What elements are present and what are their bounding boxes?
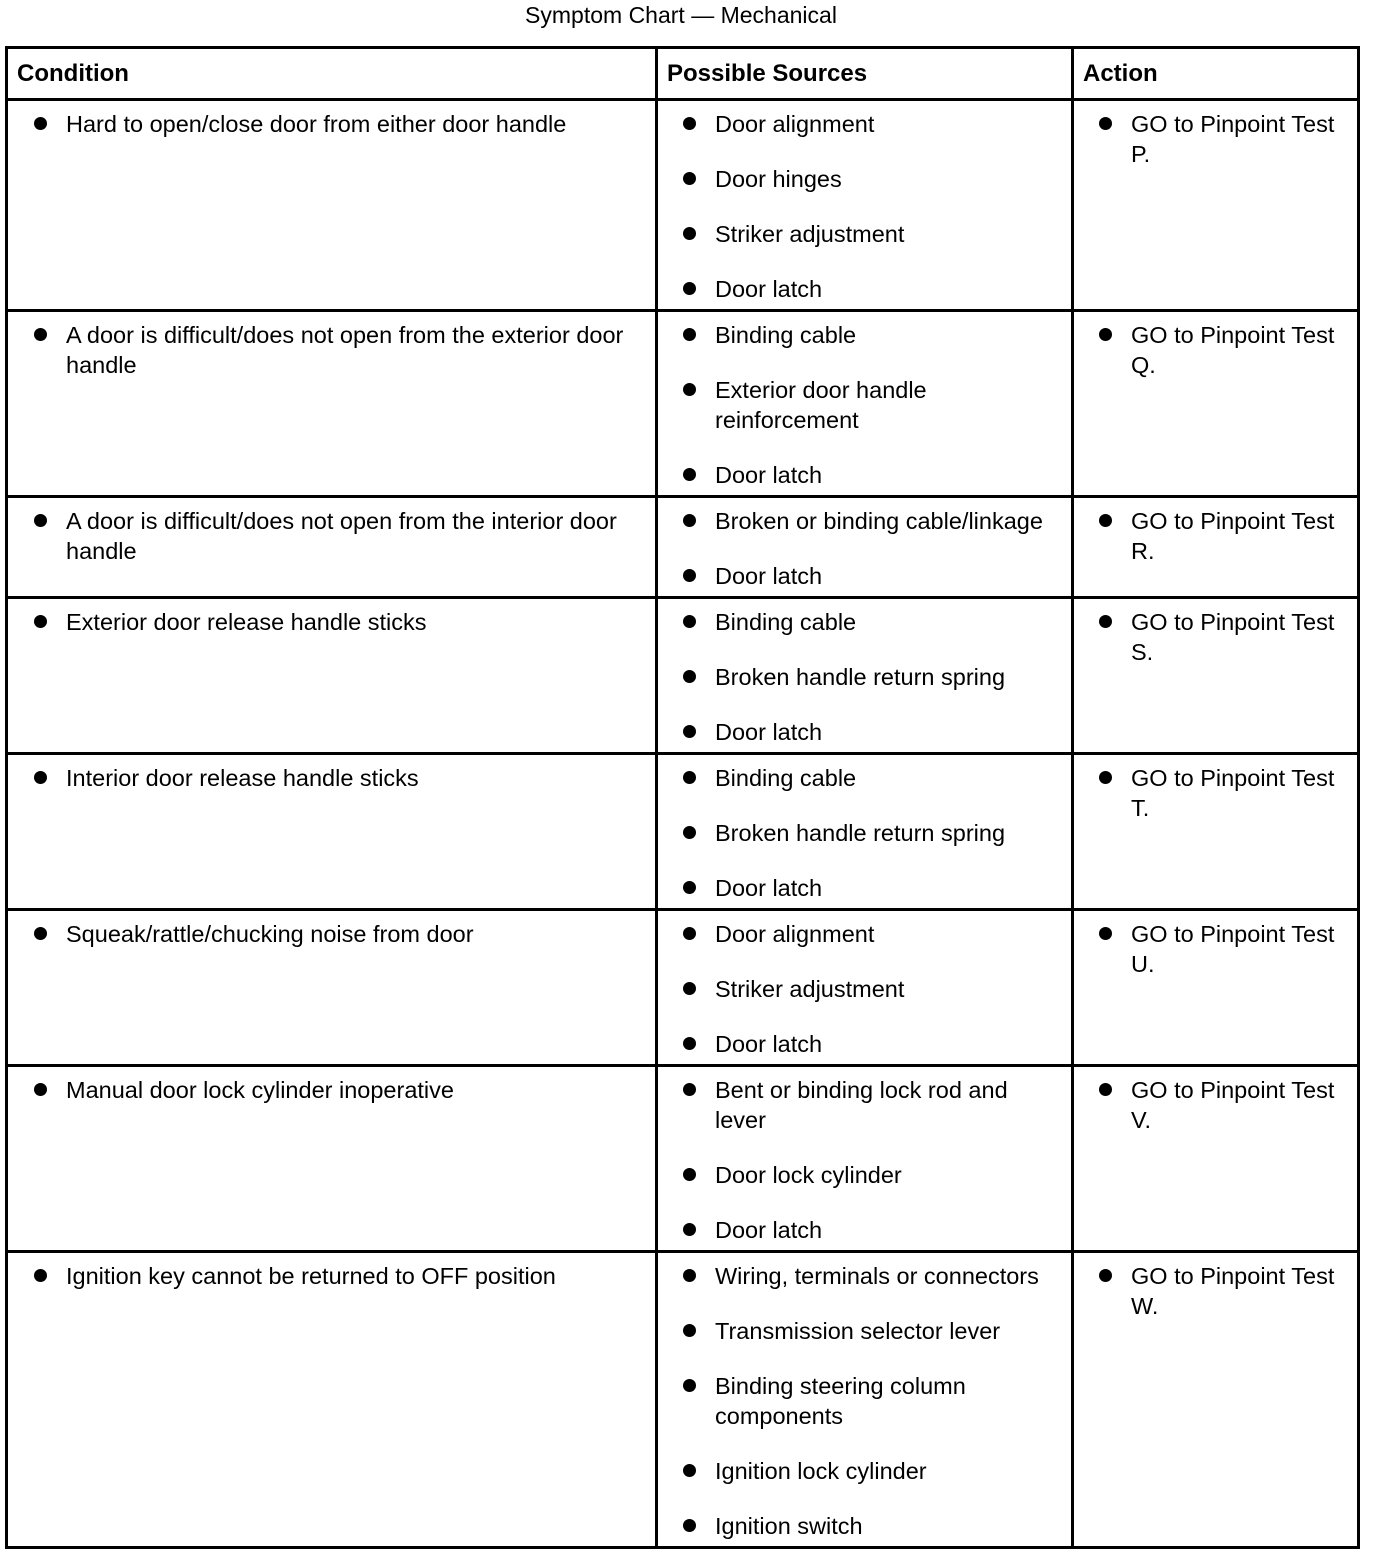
source-item bbox=[658, 873, 1065, 903]
bullet-icon bbox=[683, 1519, 696, 1532]
bullet-icon bbox=[34, 514, 47, 527]
sources-cell bbox=[657, 311, 1073, 497]
bullet-icon bbox=[683, 282, 696, 295]
table-row bbox=[7, 1066, 1359, 1252]
condition-cell bbox=[7, 598, 657, 754]
table-row bbox=[7, 910, 1359, 1066]
condition-item bbox=[8, 109, 649, 139]
bullet-icon bbox=[683, 725, 696, 738]
action-item-text: GO to Pinpoint Test P. bbox=[1131, 111, 1335, 167]
source-item-text: Transmission selector lever bbox=[715, 1318, 1001, 1344]
source-item-text: Door latch bbox=[715, 719, 823, 745]
source-item bbox=[658, 375, 1065, 435]
action-cell bbox=[1073, 910, 1359, 1066]
source-item-text: Door alignment bbox=[715, 921, 875, 947]
bullet-icon bbox=[683, 1324, 696, 1337]
source-item bbox=[658, 1029, 1065, 1059]
bullet-icon bbox=[683, 1168, 696, 1181]
source-item bbox=[658, 607, 1065, 637]
bullet-icon bbox=[683, 1037, 696, 1050]
source-item-text: Binding cable bbox=[715, 609, 857, 635]
source-item bbox=[658, 561, 1065, 591]
condition-cell bbox=[7, 754, 657, 910]
bullet-icon bbox=[1099, 1269, 1112, 1282]
sources-cell bbox=[657, 598, 1073, 754]
source-item-text: Binding cable bbox=[715, 322, 857, 348]
action-item bbox=[1074, 1261, 1351, 1321]
source-item bbox=[658, 1261, 1065, 1291]
chart-title: Symptom Chart — Mechanical bbox=[525, 2, 837, 28]
bullet-icon bbox=[683, 670, 696, 683]
action-item-text: GO to Pinpoint Test Q. bbox=[1131, 322, 1335, 378]
source-item-text: Broken handle return spring bbox=[715, 664, 1006, 690]
bullet-icon bbox=[683, 771, 696, 784]
bullet-icon bbox=[683, 569, 696, 582]
condition-item-text: Interior door release handle sticks bbox=[66, 765, 419, 791]
bullet-icon bbox=[34, 328, 47, 341]
condition-item-text: Hard to open/close door from either door handle bbox=[66, 111, 567, 137]
bullet-icon bbox=[1099, 328, 1112, 341]
source-item-text: Wiring, terminals or connectors bbox=[715, 1263, 1039, 1289]
source-item-text: Door lock cylinder bbox=[715, 1162, 902, 1188]
bullet-icon bbox=[683, 881, 696, 894]
source-item bbox=[658, 320, 1065, 350]
condition-cell bbox=[7, 100, 657, 311]
condition-cell bbox=[7, 311, 657, 497]
action-item bbox=[1074, 1075, 1351, 1135]
source-item bbox=[658, 717, 1065, 747]
bullet-icon bbox=[683, 1223, 696, 1236]
action-item-text: GO to Pinpoint Test T. bbox=[1131, 765, 1335, 821]
bullet-icon bbox=[34, 927, 47, 940]
source-item-text: Striker adjustment bbox=[715, 221, 905, 247]
sources-cell bbox=[657, 1252, 1073, 1548]
sources-cell bbox=[657, 1066, 1073, 1252]
action-cell bbox=[1073, 598, 1359, 754]
bullet-icon bbox=[683, 826, 696, 839]
source-item bbox=[658, 919, 1065, 949]
bullet-icon bbox=[683, 982, 696, 995]
sources-cell bbox=[657, 100, 1073, 311]
bullet-icon bbox=[1099, 927, 1112, 940]
condition-item bbox=[8, 763, 649, 793]
condition-item-text: Exterior door release handle sticks bbox=[66, 609, 427, 635]
source-item bbox=[658, 219, 1065, 249]
bullet-icon bbox=[1099, 771, 1112, 784]
source-item-text: Door latch bbox=[715, 462, 823, 488]
bullet-icon bbox=[683, 615, 696, 628]
bullet-icon bbox=[1099, 1083, 1112, 1096]
action-item bbox=[1074, 109, 1351, 169]
source-item bbox=[658, 1316, 1065, 1346]
bullet-icon bbox=[34, 117, 47, 130]
source-item-text: Exterior door handle reinforcement bbox=[715, 377, 927, 433]
table-row bbox=[7, 754, 1359, 910]
header-possible-sources: Possible Sources bbox=[657, 48, 1073, 100]
action-cell bbox=[1073, 311, 1359, 497]
condition-item-text: Manual door lock cylinder inoperative bbox=[66, 1077, 454, 1103]
source-item-text: Ignition lock cylinder bbox=[715, 1458, 927, 1484]
source-item bbox=[658, 1075, 1065, 1135]
source-item-text: Door latch bbox=[715, 276, 823, 302]
bullet-icon bbox=[34, 771, 47, 784]
bullet-icon bbox=[683, 1083, 696, 1096]
condition-item bbox=[8, 1075, 649, 1105]
source-item bbox=[658, 763, 1065, 793]
table-row bbox=[7, 311, 1359, 497]
condition-item-text: A door is difficult/does not open from the interior door handle bbox=[66, 508, 617, 564]
condition-item bbox=[8, 1261, 649, 1291]
header-action: Action bbox=[1073, 48, 1359, 100]
bullet-icon bbox=[683, 227, 696, 240]
source-item bbox=[658, 1215, 1065, 1245]
source-item bbox=[658, 818, 1065, 848]
table-row bbox=[7, 497, 1359, 598]
condition-cell bbox=[7, 1066, 657, 1252]
source-item bbox=[658, 164, 1065, 194]
bullet-icon bbox=[1099, 514, 1112, 527]
bullet-icon bbox=[1099, 117, 1112, 130]
action-item bbox=[1074, 506, 1351, 566]
bullet-icon bbox=[34, 1083, 47, 1096]
sources-cell bbox=[657, 497, 1073, 598]
action-item bbox=[1074, 607, 1351, 667]
symptom-table bbox=[5, 46, 1360, 1549]
source-item-text: Door latch bbox=[715, 563, 823, 589]
bullet-icon bbox=[683, 172, 696, 185]
sources-cell bbox=[657, 910, 1073, 1066]
source-item-text: Striker adjustment bbox=[715, 976, 905, 1002]
action-item bbox=[1074, 919, 1351, 979]
source-item bbox=[658, 506, 1065, 536]
condition-item bbox=[8, 607, 649, 637]
source-item-text: Door latch bbox=[715, 1217, 823, 1243]
condition-item bbox=[8, 919, 649, 949]
source-item bbox=[658, 1456, 1065, 1486]
bullet-icon bbox=[683, 328, 696, 341]
bullet-icon bbox=[683, 1269, 696, 1282]
condition-cell bbox=[7, 910, 657, 1066]
action-cell bbox=[1073, 1066, 1359, 1252]
source-item-text: Door latch bbox=[715, 875, 823, 901]
source-item bbox=[658, 974, 1065, 1004]
action-cell bbox=[1073, 497, 1359, 598]
action-item-text: GO to Pinpoint Test W. bbox=[1131, 1263, 1335, 1319]
bullet-icon bbox=[1099, 615, 1112, 628]
bullet-icon bbox=[683, 1379, 696, 1392]
condition-item-text: Ignition key cannot be returned to OFF position bbox=[66, 1263, 556, 1289]
table-body bbox=[7, 100, 1359, 1548]
condition-item bbox=[8, 320, 649, 380]
source-item-text: Broken or binding cable/linkage bbox=[715, 508, 1043, 534]
source-item bbox=[658, 460, 1065, 490]
source-item-text: Broken handle return spring bbox=[715, 820, 1006, 846]
action-item-text: GO to Pinpoint Test S. bbox=[1131, 609, 1335, 665]
bullet-icon bbox=[683, 927, 696, 940]
header-row bbox=[7, 48, 1359, 100]
source-item-text: Door alignment bbox=[715, 111, 875, 137]
source-item-text: Bent or binding lock rod and lever bbox=[715, 1077, 1008, 1133]
action-item bbox=[1074, 320, 1351, 380]
header-condition: Condition bbox=[7, 48, 657, 100]
condition-item bbox=[8, 506, 649, 566]
bullet-icon bbox=[34, 1269, 47, 1282]
source-item bbox=[658, 1371, 1065, 1431]
source-item bbox=[658, 109, 1065, 139]
condition-cell bbox=[7, 497, 657, 598]
action-cell bbox=[1073, 1252, 1359, 1548]
source-item bbox=[658, 662, 1065, 692]
source-item bbox=[658, 274, 1065, 304]
sources-cell bbox=[657, 754, 1073, 910]
condition-cell bbox=[7, 1252, 657, 1548]
source-item-text: Binding cable bbox=[715, 765, 857, 791]
source-item-text: Binding steering column components bbox=[715, 1373, 966, 1429]
action-item-text: GO to Pinpoint Test R. bbox=[1131, 508, 1335, 564]
action-cell bbox=[1073, 100, 1359, 311]
table-row bbox=[7, 100, 1359, 311]
bullet-icon bbox=[683, 383, 696, 396]
condition-item-text: A door is difficult/does not open from the exterior door handle bbox=[66, 322, 624, 378]
source-item bbox=[658, 1511, 1065, 1541]
bullet-icon bbox=[683, 117, 696, 130]
table-row bbox=[7, 1252, 1359, 1548]
table-row bbox=[7, 598, 1359, 754]
bullet-icon bbox=[683, 468, 696, 481]
action-cell bbox=[1073, 754, 1359, 910]
source-item-text: Door latch bbox=[715, 1031, 823, 1057]
source-item bbox=[658, 1160, 1065, 1190]
action-item-text: GO to Pinpoint Test V. bbox=[1131, 1077, 1335, 1133]
bullet-icon bbox=[683, 1464, 696, 1477]
bullet-icon bbox=[34, 615, 47, 628]
bullet-icon bbox=[683, 514, 696, 527]
action-item-text: GO to Pinpoint Test U. bbox=[1131, 921, 1335, 977]
action-item bbox=[1074, 763, 1351, 823]
source-item-text: Door hinges bbox=[715, 166, 842, 192]
source-item-text: Ignition switch bbox=[715, 1513, 863, 1539]
condition-item-text: Squeak/rattle/chucking noise from door bbox=[66, 921, 474, 947]
